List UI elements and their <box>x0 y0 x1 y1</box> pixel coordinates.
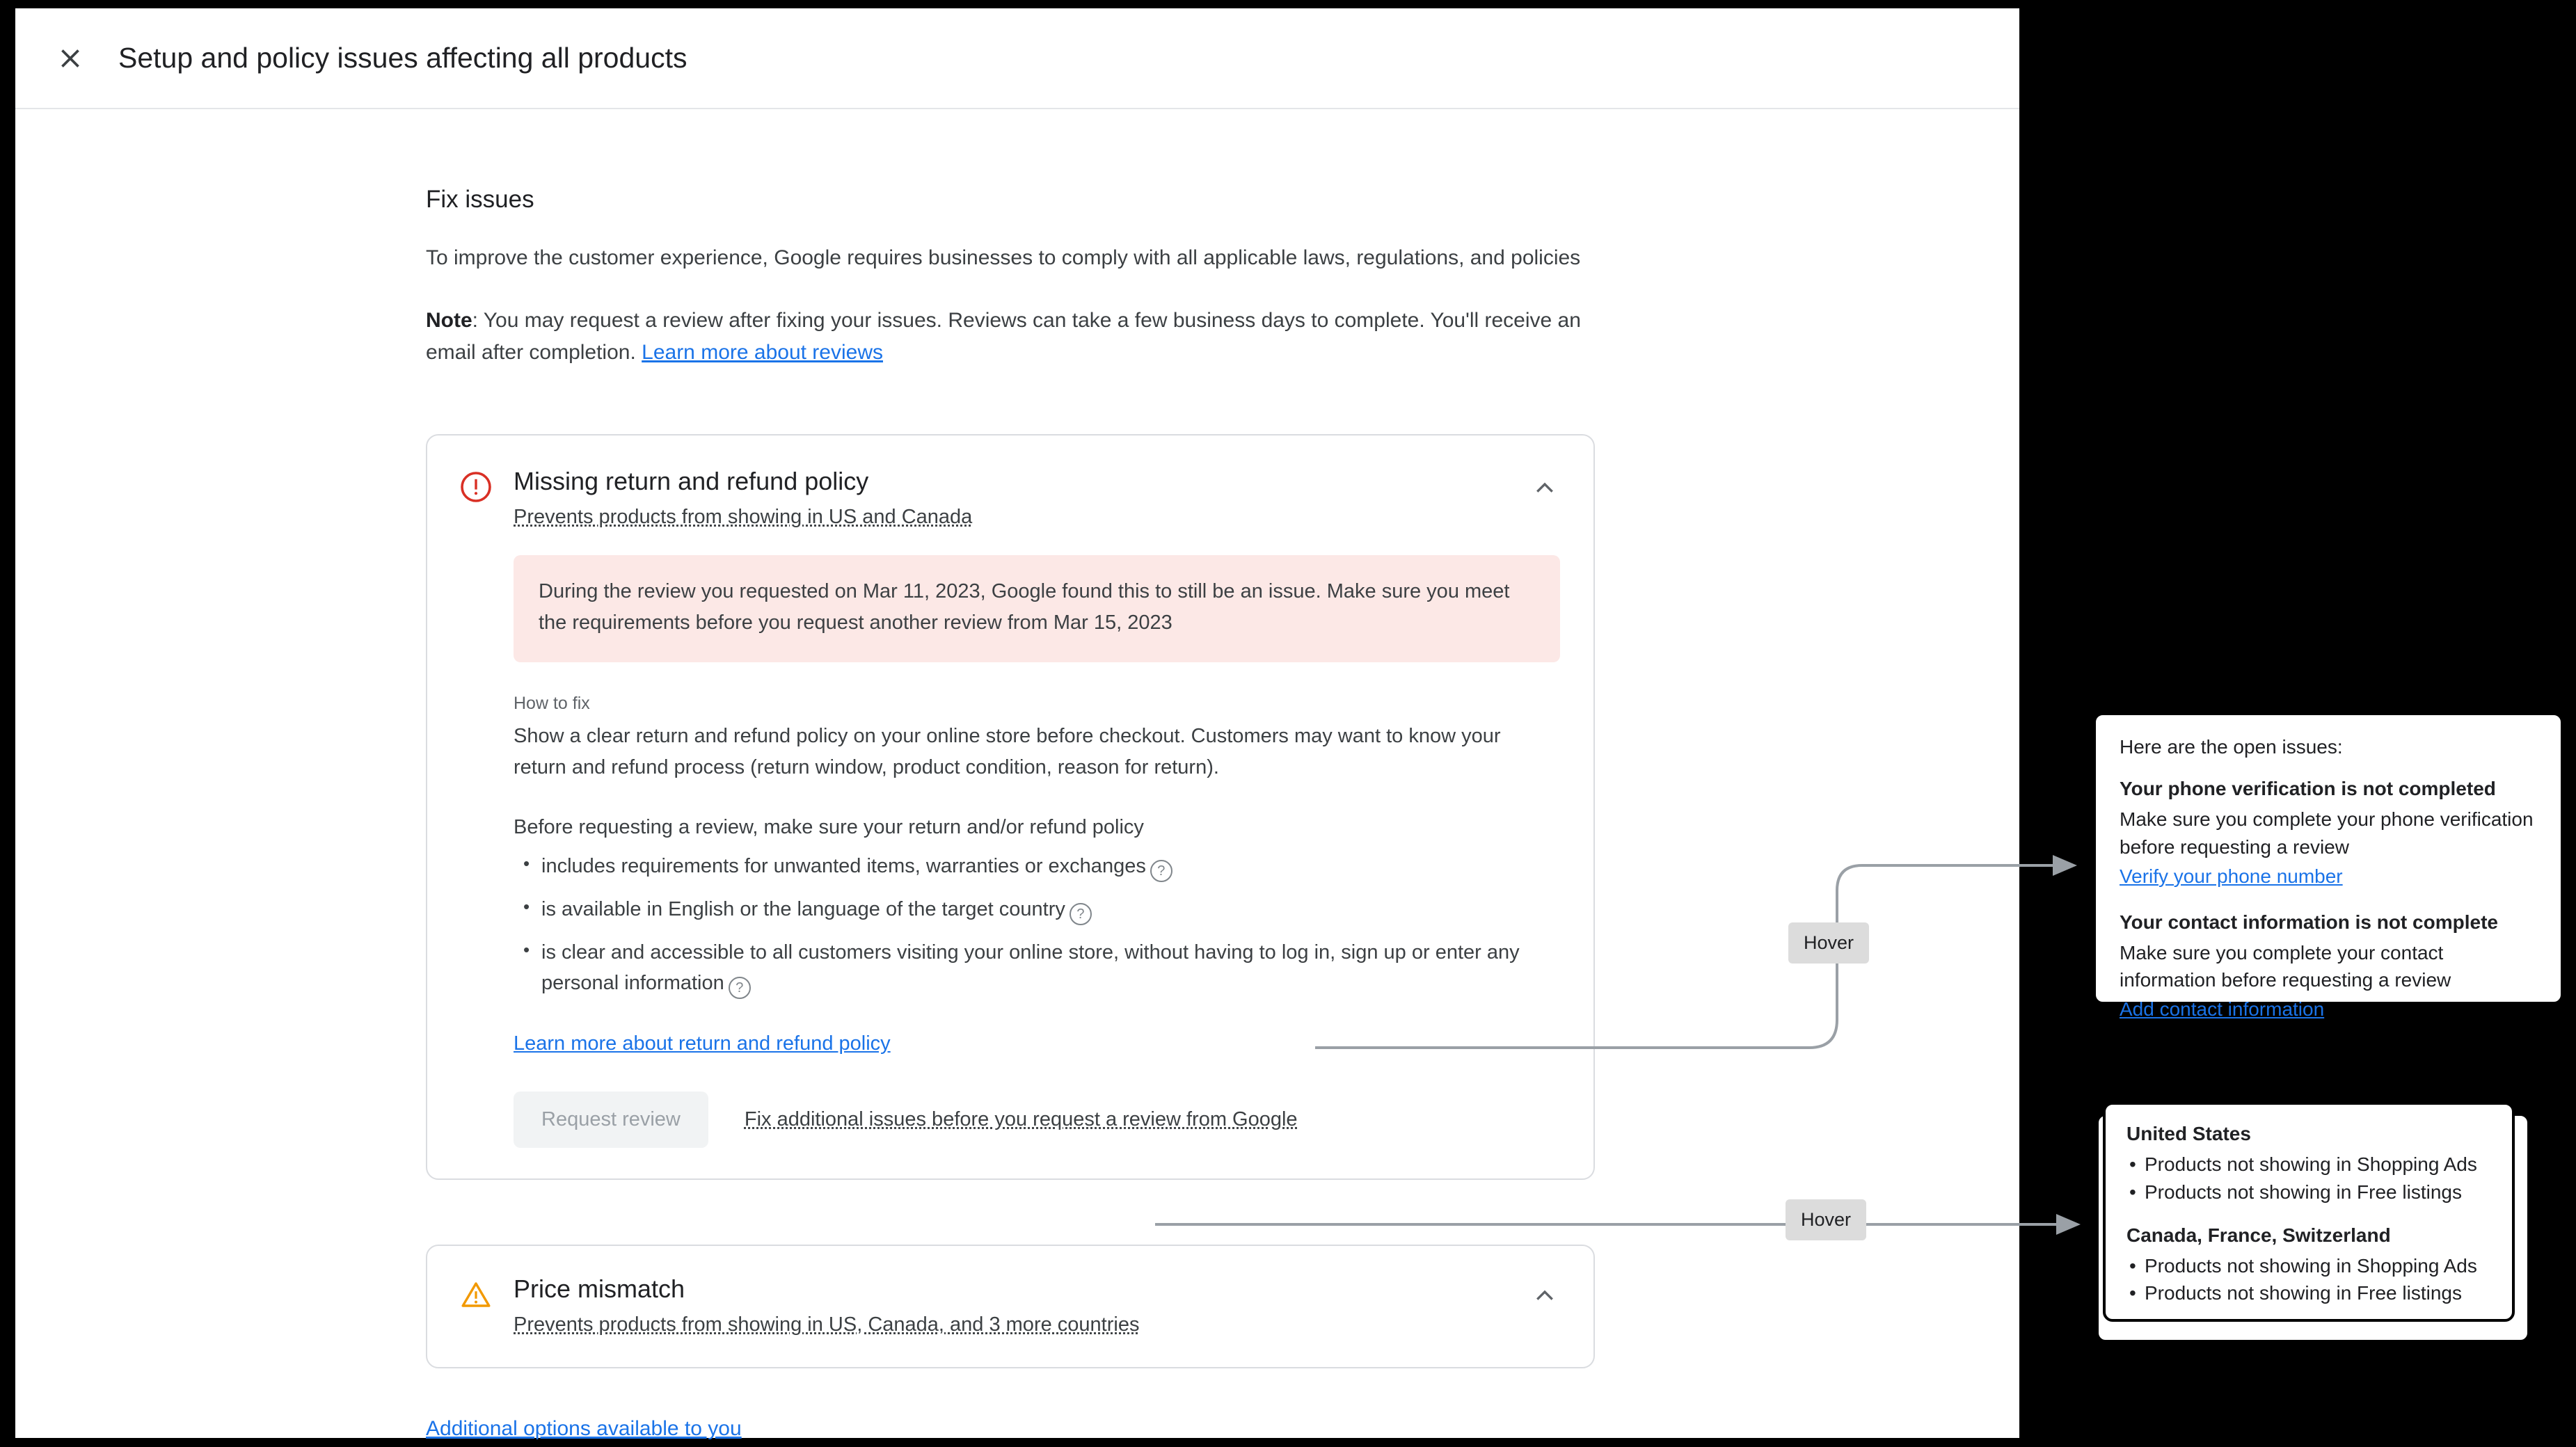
setup-issues-dialog <box>15 8 2019 1441</box>
list-item: • Products not showing in Free listings <box>2126 1279 2491 1307</box>
tooltip-issue-phone <box>2120 778 2537 907</box>
requirements-list <box>514 852 1560 999</box>
fix-additional-issues-hint[interactable]: Fix additional issues before you request a review from Google <box>744 1108 1298 1130</box>
issue-title: Price mismatch <box>514 1274 685 1303</box>
list-item <box>514 938 1557 999</box>
note-body: : You may request a review after fixing your issues. Reviews can take a few business days to complete. You'll receive an email after completion. <box>426 308 1581 364</box>
issue-card-price-mismatch <box>426 1245 1595 1368</box>
learn-more-return-policy-link[interactable]: Learn more about return and refund policy <box>514 1032 891 1055</box>
dialog-header <box>15 8 2019 109</box>
help-icon[interactable]: ? <box>729 977 751 999</box>
error-icon <box>459 470 493 504</box>
tooltip-issue-body: Make sure you complete your contact information before requesting a review <box>2120 941 2451 991</box>
chevron-up-icon[interactable] <box>1529 472 1560 502</box>
tooltip-country-items <box>2126 1151 2491 1206</box>
close-icon[interactable] <box>50 38 90 79</box>
issue-card-titles <box>514 1274 1529 1336</box>
tooltip-country-group-us <box>2126 1123 2491 1206</box>
requirement-text: is available in English or the language of the target country <box>541 898 1065 921</box>
learn-more-row <box>514 1032 1560 1055</box>
add-contact-information-link[interactable]: Add contact information <box>2120 998 2325 1020</box>
tooltip-country-heading: Canada, France, Switzerland <box>2126 1224 2391 1246</box>
issue-subtitle[interactable]: Prevents products from showing in US, Canada, and 3 more countries <box>514 1313 1140 1336</box>
issue-card-titles <box>514 466 1529 529</box>
main-content <box>426 186 1602 1441</box>
list-item: • Products not showing in Free listings <box>2126 1178 2491 1206</box>
tooltip-country-items <box>2126 1252 2491 1308</box>
issue-card-missing-return-policy <box>426 434 1595 1180</box>
intro-text: To improve the customer experience, Google requires businesses to comply with all applicable laws, regulations, and policies <box>426 246 1581 269</box>
request-review-button[interactable]: Request review <box>514 1092 708 1148</box>
hover-chip-price-mismatch: Hover <box>1786 1199 1866 1240</box>
tooltip-countries <box>2103 1102 2515 1322</box>
issue-card-header[interactable] <box>459 466 1560 529</box>
before-review-text: Before requesting a review, make sure your return and/or refund policy <box>514 816 1144 839</box>
page-title: Setup and policy issues affecting all products <box>118 42 687 74</box>
tooltip-lead: Here are the open issues: <box>2120 736 2343 758</box>
help-icon[interactable]: ? <box>1150 860 1172 882</box>
tooltip-issue-heading: Your phone verification is not completed <box>2120 778 2496 799</box>
issue-card-body <box>514 555 1560 1148</box>
list-item: • Products not showing in Shopping Ads <box>2126 1252 2491 1280</box>
issue-title: Missing return and refund policy <box>514 466 869 495</box>
issue-subtitle[interactable]: Prevents products from showing in US and Canada <box>514 505 973 528</box>
hover-chip-request-review: Hover <box>1788 922 1869 964</box>
tooltip-country-heading: United States <box>2126 1123 2251 1144</box>
verify-phone-number-link[interactable]: Verify your phone number <box>2120 865 2343 887</box>
how-to-fix-label: How to fix <box>514 693 590 713</box>
warning-icon <box>459 1278 493 1311</box>
additional-options-link[interactable]: Additional options available to you <box>426 1417 742 1441</box>
tooltip-country-group-other <box>2126 1224 2491 1308</box>
list-item <box>514 852 1557 882</box>
list-item: • Products not showing in Shopping Ads <box>2126 1151 2491 1178</box>
section-title: Fix issues <box>426 186 534 213</box>
how-to-fix-text: Show a clear return and refund policy on your online store before checkout. Customers may want to know your return and refund process (return window, product condition, reason for return). <box>514 724 1501 778</box>
tooltip-issue-body: Make sure you complete your phone verification before requesting a review <box>2120 808 2534 858</box>
chevron-up-icon[interactable] <box>1529 1279 1560 1310</box>
note-label: Note <box>426 308 472 332</box>
learn-more-reviews-link[interactable]: Learn more about reviews <box>642 341 883 364</box>
help-icon[interactable]: ? <box>1070 903 1092 925</box>
additional-options-row <box>426 1417 1602 1441</box>
requirement-text: includes requirements for unwanted items, warranties or exchanges <box>541 855 1146 878</box>
note-text <box>426 305 1595 369</box>
requirement-text: is clear and accessible to all customers visiting your online store, without having to log in, sign up or enter any personal information <box>541 941 1520 994</box>
review-failed-alert: During the review you requested on Mar 11, 2023, Google found this to still be an issue. Make sure you meet the requirements before you request another review from Mar 15, 2023 <box>514 555 1560 662</box>
issue-actions <box>514 1092 1560 1148</box>
tooltip-issue-heading: Your contact information is not complete <box>2120 911 2498 933</box>
list-item <box>514 895 1557 925</box>
issue-card-header[interactable] <box>459 1274 1560 1336</box>
tooltip-open-issues <box>2093 712 2563 1020</box>
tooltip-issue-contact <box>2120 911 2537 1041</box>
